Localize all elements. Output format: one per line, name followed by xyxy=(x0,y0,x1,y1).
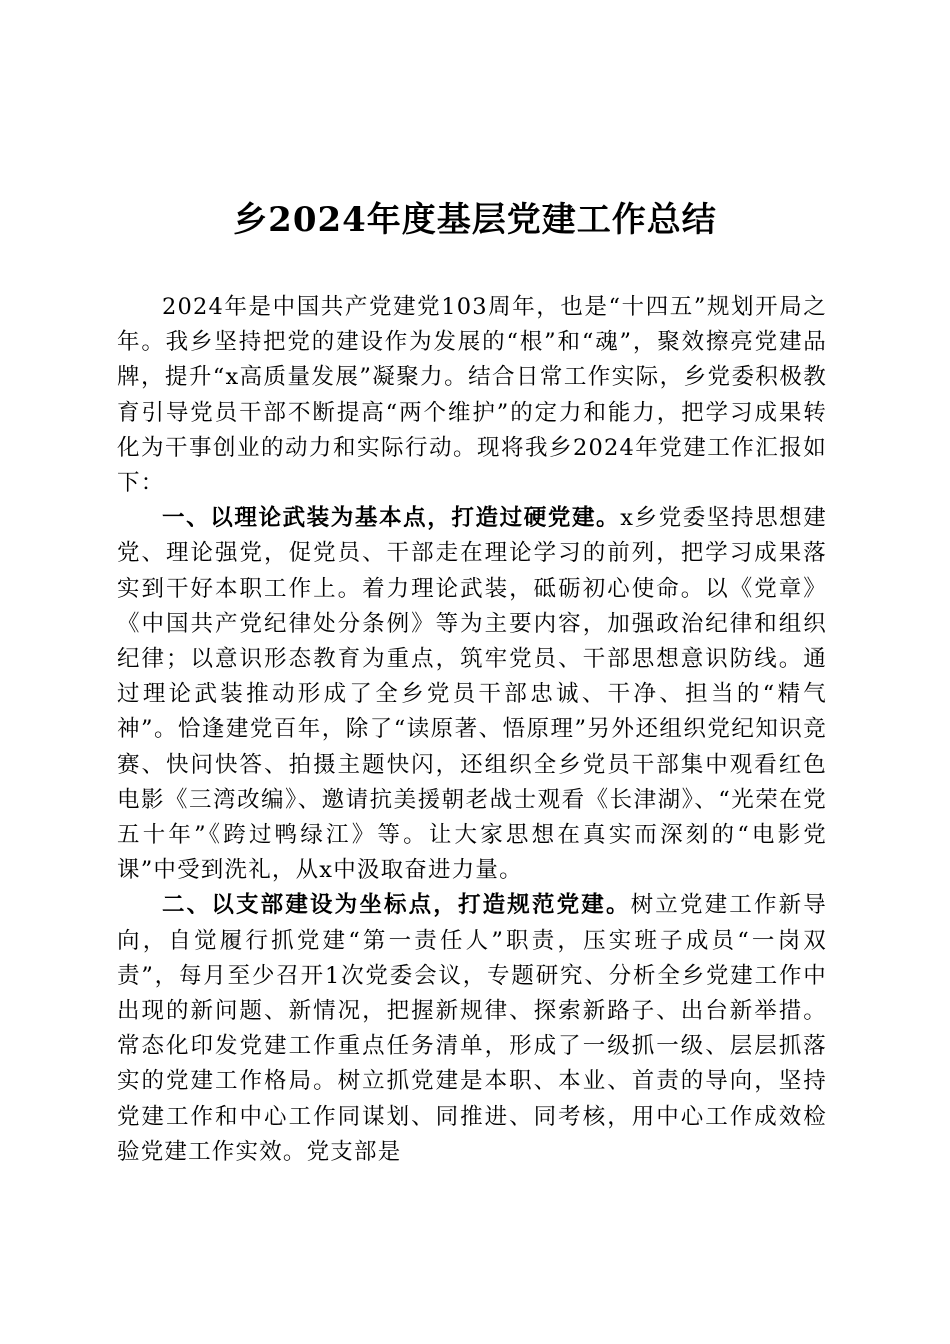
paragraph-section-1 xyxy=(117,501,827,888)
document-body xyxy=(117,290,827,1170)
paragraph-section-2 xyxy=(117,888,827,1170)
section-1-heading: 一、以理论武装为基本点，打造过硬党建。 xyxy=(162,505,621,532)
section-1-text: x乡党委坚持思想建党、理论强党，促党员、干部走在理论学习的前列，把学习成果落实到干好本职工作上。着力理论武装，砥砺初心使命。以《党章》《中国共产党纪律处分条例》等为主要内容，加强政治纪律和组织纪律；以意识形态教育为重点，筑牢党员、干部思想意识防线。通过理论武装推动形成了全乡党员干部忠诚、干净、担当的“精气神”。恰逢建党百年，除了“读原著、悟原理”另外还组织党纪知识竞赛、快问快答、拍摄主题快闪，还组织全乡党员干部集中观看红色电影《三湾改编》、邀请抗美援朝老战士观看《长津湖》、“光荣在党五十年”《跨过鸭绿江》等。让大家思想在真实而深刻的“电影党课”中受到洗礼，从x中汲取奋进力量。 xyxy=(117,505,827,884)
paragraph-intro-text: 2024年是中国共产党建党103周年，也是“十四五”规划开局之年。我乡坚持把党的建设作为发展的“根”和“魂”，聚效擦亮党建品牌，提升“x高质量发展”凝聚力。结合日常工作实际，乡党委积极教育引导党员干部不断提高“两个维护”的定力和能力，把学习成果转化为干事创业的动力和实际行动。现将我乡2024年党建工作汇报如下： xyxy=(117,294,827,497)
section-2-text: 树立党建工作新导向，自觉履行抓党建“第一责任人”职责，压实班子成员“一岗双责”，每月至少召开1次党委会议，专题研究、分析全乡党建工作中出现的新问题、新情况，把握新规律、探索新路子、出台新举措。常态化印发党建工作重点任务清单，形成了一级抓一级、层层抓落实的党建工作格局。树立抓党建是本职、本业、首责的导向，坚持党建工作和中心工作同谋划、同推进、同考核，用中心工作成效检验党建工作实效。党支部是 xyxy=(117,892,827,1165)
document-title: 乡2024年度基层党建工作总结 xyxy=(233,200,717,240)
paragraph-intro xyxy=(117,290,827,501)
section-2-heading: 二、以支部建设为坐标点，打造规范党建。 xyxy=(162,892,631,919)
